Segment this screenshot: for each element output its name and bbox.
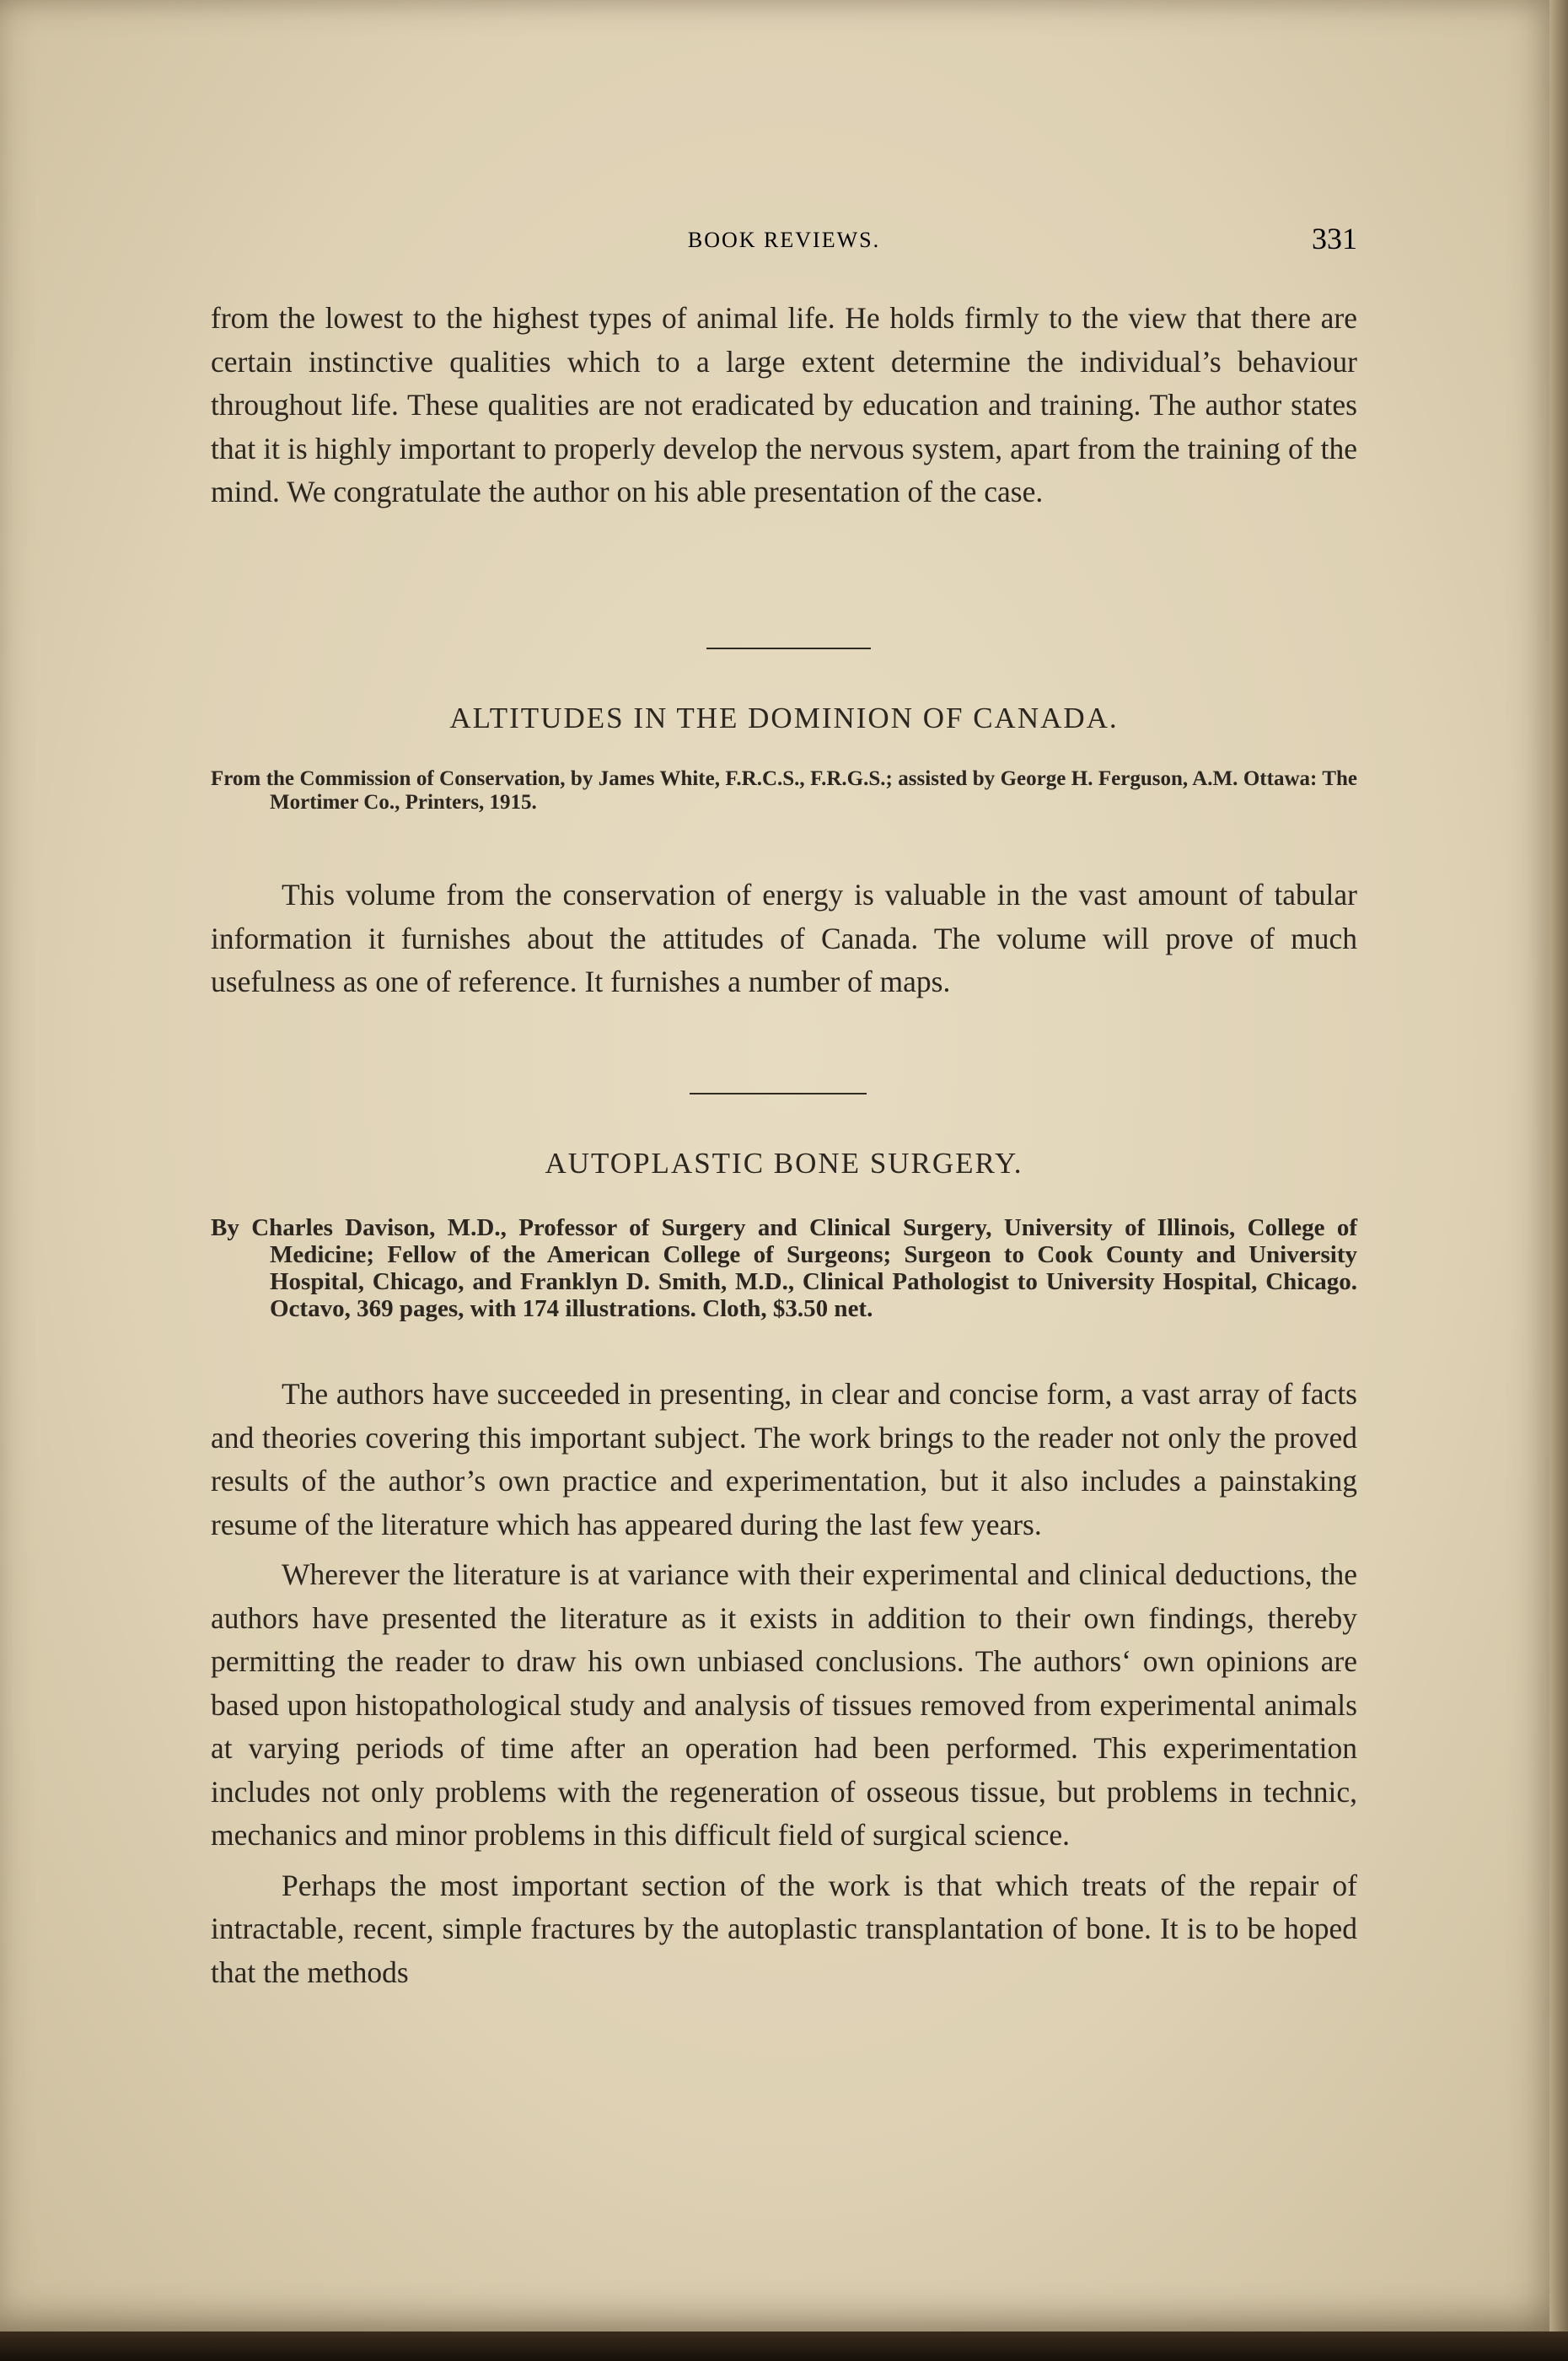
running-head: BOOK REVIEWS. (687, 228, 881, 252)
review-title: ALTITUDES IN THE DOMINION OF CANADA. (449, 702, 1119, 734)
intro-section (211, 297, 1357, 514)
citation-text: From the Commission of Conservation, by James White, F.R.C.S., F.R.G.S.; assisted by George H. Ferguson, A.M. Ottawa: The Mortimer Co., Printers, 1915. (211, 767, 1357, 814)
page-header (211, 221, 1357, 255)
review-paragraph: The authors have succeeded in presenting, in clear and concise form, a vast array of facts and theories covering this important subject. The work brings to the reader not only the proved results of the author’s own practice and experimentation, but it also includes a painstaking resume of the literature which has appeared during the last few years. (211, 1377, 1357, 1541)
review-paragraph: Wherever the literature is at variance with their experimental and clinical deductions, the authors have presented the literature as it exists in addition to their own findings, thereby permitting the reader to draw his own unbiased conclusions. The authors‘ own opinions are based upon histopathological study and analysis of tissues removed from experimental animals at varying periods of time after an operation had been performed. This experimentation includes not only problems with the regeneration of osseous tissue, but problems in technic, mechanics and minor problems in this difficult field of surgical science. (211, 1557, 1357, 1852)
section-divider (706, 648, 871, 649)
intro-paragraph: from the lowest to the highest types of animal life. He holds firmly to the view that there are certain instinctive qualities which to a large extent determine the individual’s behaviour throughout life. These qualities are not eradicated by education and training. The author states that it is highly important to properly develop the nervous system, apart from the training of the mind. We congratulate the author on his able presentation of the case. (211, 301, 1357, 508)
review-body (211, 1373, 1357, 1994)
section-divider (690, 1093, 867, 1094)
review-paragraph: Perhaps the most important section of the work is that which treats of the repair of intractable, recent, simple fractures by the autoplastic transplantation of bone. It is to be hoped that the methods (211, 1868, 1357, 1989)
book-edge (0, 2331, 1568, 2361)
page-number: 331 (1312, 222, 1357, 255)
review-body (211, 874, 1357, 1004)
review-paragraph: This volume from the conservation of energy is valuable in the vast amount of tabular information it furnishes about the attitudes of Canada. The volume will prove of much usefulness as one of reference. It furnishes a number of maps. (211, 878, 1357, 998)
page-gutter-shadow (1549, 0, 1568, 2331)
citation-text: By Charles Davison, M.D., Professor of Surgery and Clinical Surgery, University of Illinois, College of Medicine; Fellow of the American College of Surgeons; Surgeon to Cook County and University Hospital, Chicago, and Franklyn D. Smith, M.D., Clinical Pathologist to University Hospital, Chicago. Octavo, 369 pages, with 174 illustrations. Cloth, $3.50 net. (211, 1214, 1357, 1322)
review-citation (211, 1214, 1357, 1322)
review-title: AUTOPLASTIC BONE SURGERY. (545, 1147, 1023, 1180)
review-citation (211, 767, 1357, 815)
